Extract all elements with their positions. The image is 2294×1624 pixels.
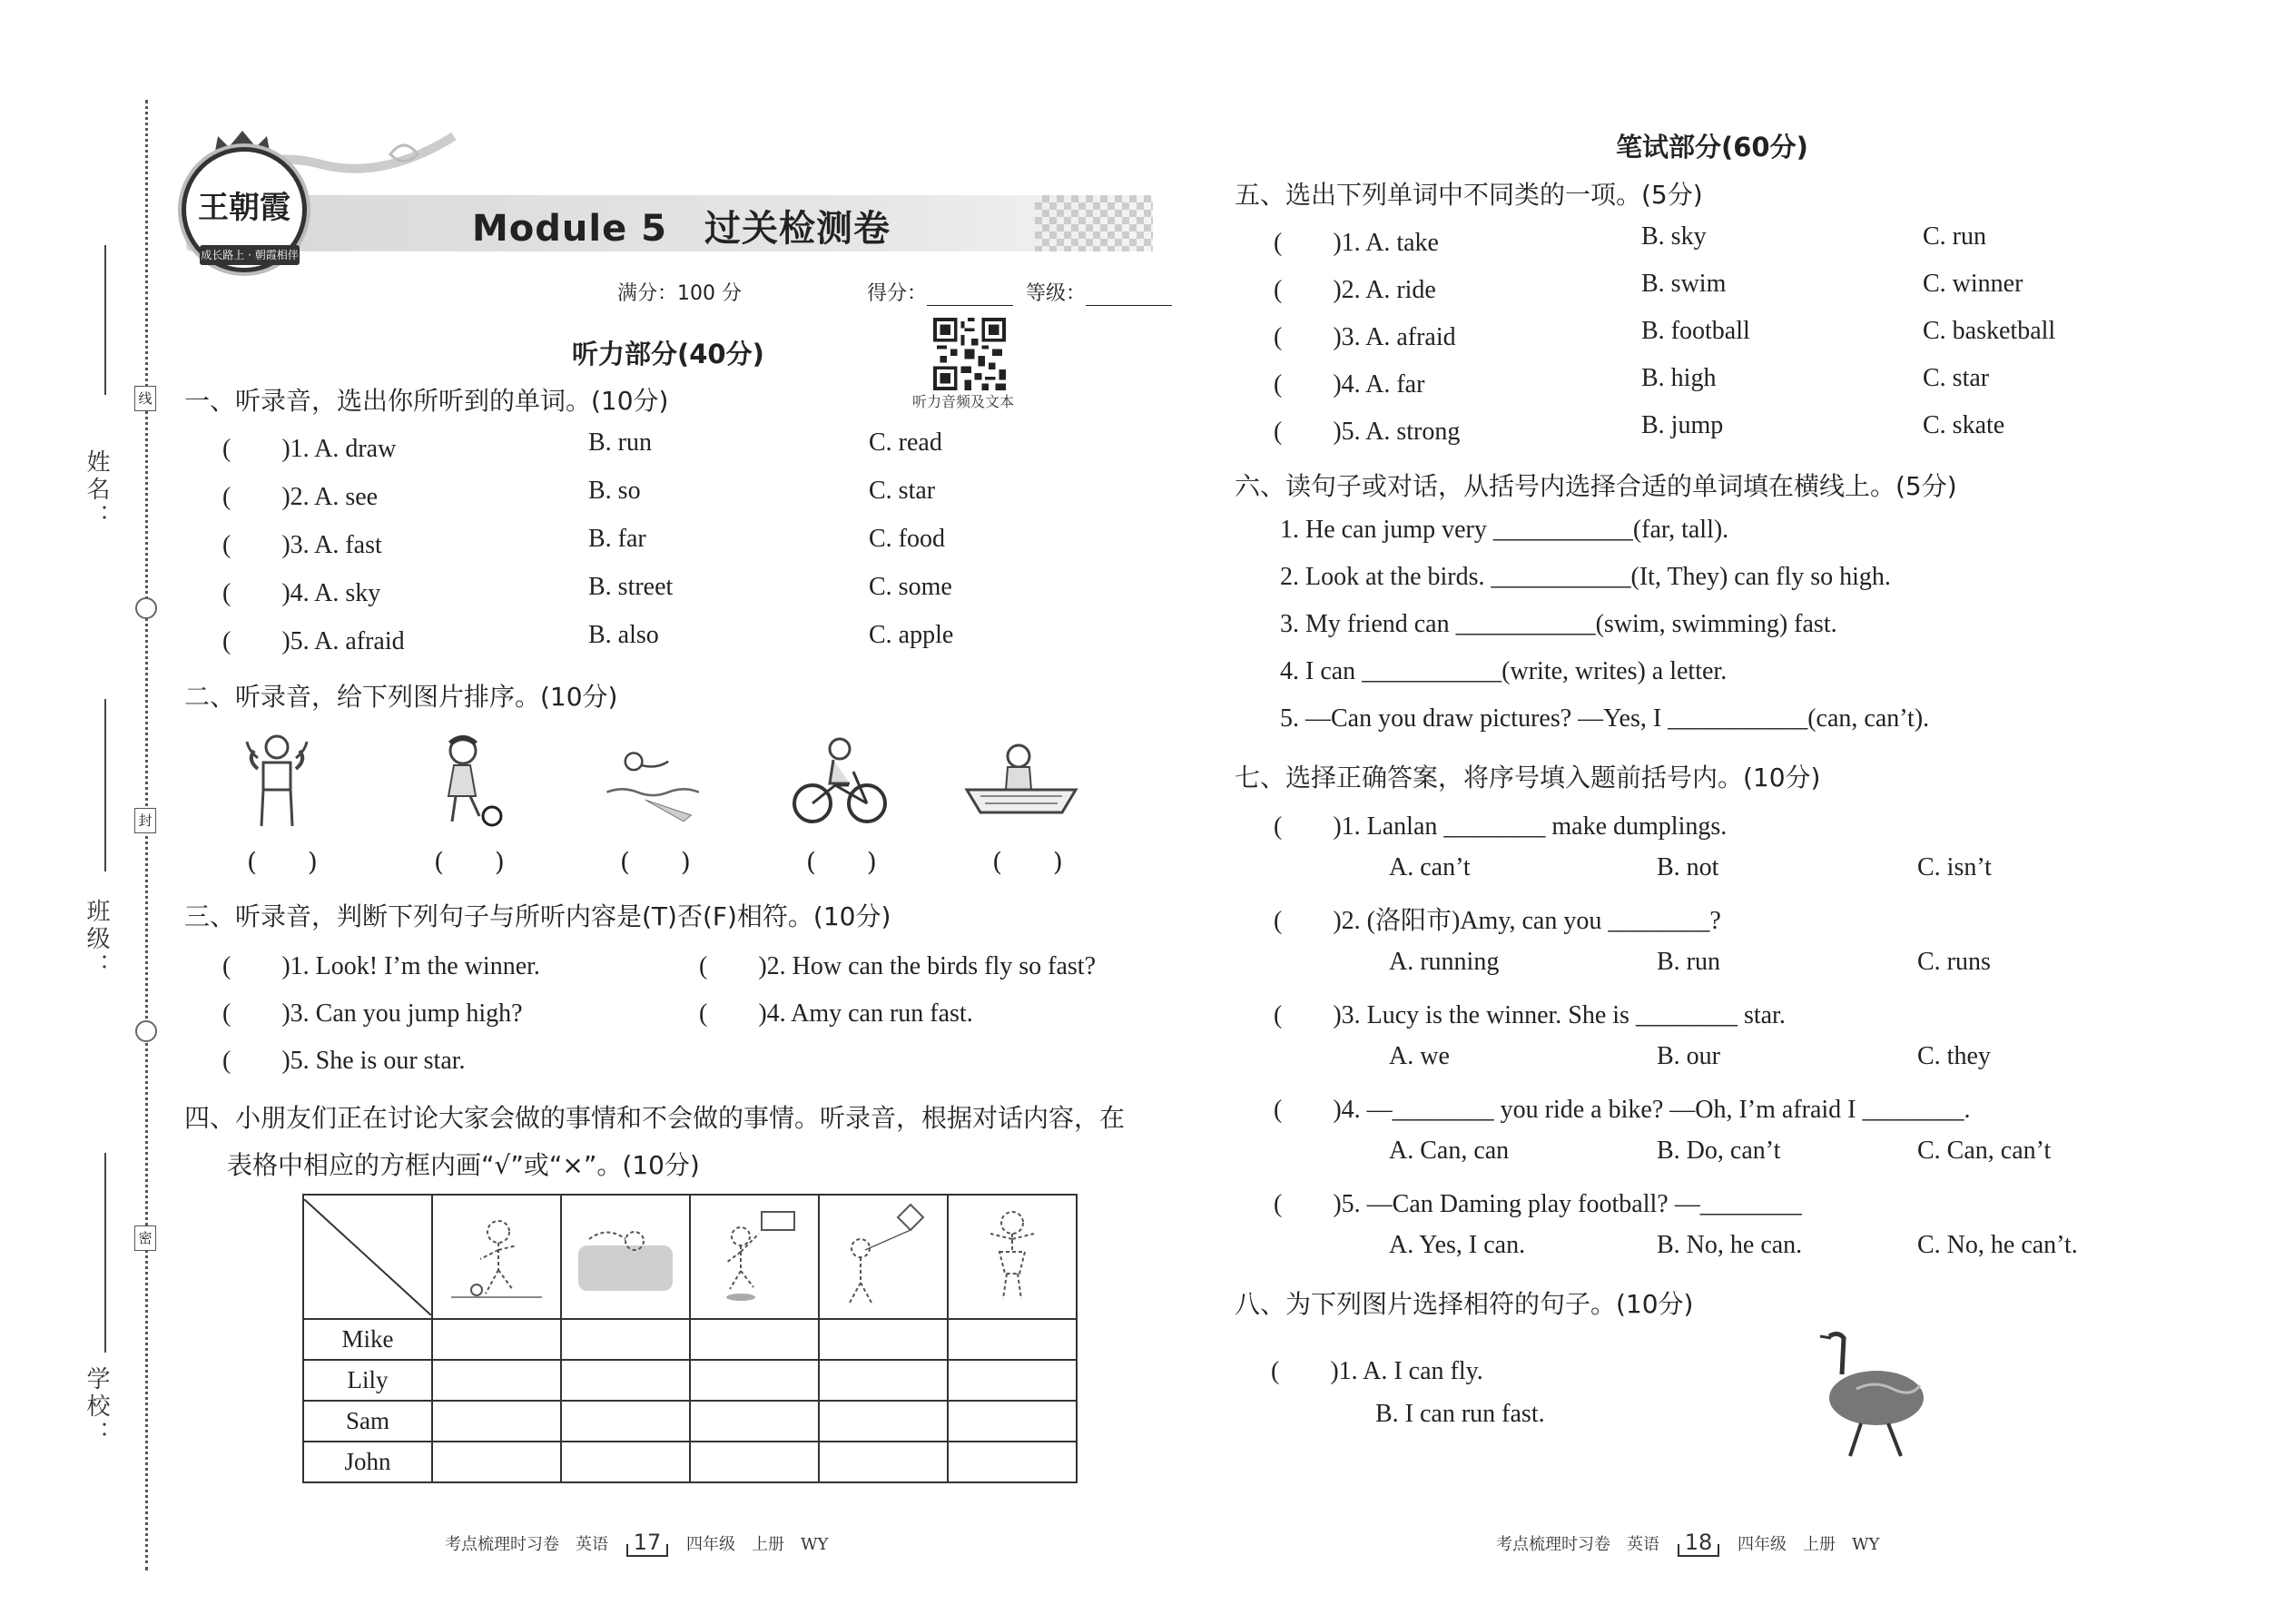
q1-option-c [869,621,953,650]
q5-option-c [1923,222,1986,251]
q2-blank-5[interactable]: ( ) [992,847,1063,877]
option-c: C. apple [869,621,954,649]
q7-option-a [1389,1137,1509,1166]
sentence: 4. I can ___________(write, writes) a letter. [1280,657,1728,685]
activity-kite-icon [819,1195,948,1319]
q5-item-5[interactable]: ( )5. A. strong [1274,418,1461,446]
option-b: B. run [1657,948,1720,976]
table-cell[interactable] [948,1319,1077,1360]
option-c: C. winner [1923,270,2023,298]
table-cell[interactable] [432,1442,561,1482]
grade-label: 等级： [1026,282,1087,305]
q1-item-1[interactable]: ( )1. A. draw [222,435,397,463]
activity-swim-icon [561,1195,690,1319]
option-c: C. skate [1923,411,2005,439]
q5-option-b [1641,317,1750,346]
question: )1. Lanlan ________ make dumplings. [1333,812,1728,841]
option-b: B. not [1657,853,1719,881]
activity-basketball-icon [690,1195,819,1319]
q1-option-b [588,525,646,554]
binding-box-mi: 密 [134,1225,156,1251]
q1-option-b [588,573,673,602]
q1-option-b [588,428,652,458]
q6-item-5[interactable] [1280,704,1929,733]
boy-flexing-picture [227,731,327,831]
q6-item-3[interactable] [1280,610,1837,639]
class-label: 班级： [83,899,110,980]
option-a: A. running [1389,948,1500,976]
option-b: B. run [588,428,652,457]
q1-item-5[interactable]: ( )5. A. afraid [222,627,405,655]
q5-option-c [1923,364,1989,393]
q2-blank-2[interactable]: ( ) [434,847,505,877]
sentence: 1. He can jump very ___________(far, tall). [1280,516,1729,544]
q5-item-2[interactable]: ( )2. A. ride [1274,276,1436,304]
school-label: 学校： [83,1366,110,1448]
name-sam: Sam [303,1401,432,1442]
option-a: A. Can, can [1389,1137,1510,1165]
q4-table [302,1194,1078,1483]
table-cell[interactable] [561,1442,690,1482]
option-b: B. sky [1641,222,1707,251]
q8-option-b: B. I can run fast. [1375,1400,1545,1428]
q5-title: 五、选出下列单词中不同类的一项。(5分) [1235,180,1703,210]
page-number: 17 [628,1530,667,1557]
banner-checker-pattern [1035,195,1153,251]
brand-name: 王朝霞 [198,190,290,226]
option-a: )3. A. afraid [1333,323,1456,351]
q3-item-1[interactable]: ( )1. Look! I’m the winner. [222,952,540,980]
q7-option-a [1389,1231,1525,1260]
table-cell[interactable] [690,1360,819,1401]
q5-option-b [1641,411,1723,440]
q1-item-3[interactable]: ( )3. A. fast [222,531,382,559]
option-c: C. some [869,573,952,601]
q4-title-line1: 四、小朋友们正在讨论大家会做的事情和不会做的事情。听录音，根据对话内容，在 [184,1103,1126,1133]
option-a: A. can’t [1389,853,1471,881]
option-b: B. football [1641,317,1750,345]
q2-blank-4[interactable]: ( ) [806,847,877,877]
q7-option-b [1657,948,1720,977]
table-cell[interactable] [561,1401,690,1442]
option-c: C. run [1923,222,1986,251]
table-cell[interactable] [819,1401,948,1442]
binding-box-feng: 封 [134,808,156,833]
table-cell[interactable] [690,1319,819,1360]
binding-hole-icon [135,1020,157,1042]
school-underline [104,1153,106,1353]
q6-title: 六、读句子或对话，从括号内选择合适的单词填在横线上。(5分) [1235,471,1957,501]
q3-item-3[interactable]: ( )3. Can you jump high? [222,999,523,1028]
option-b: B. so [588,477,641,505]
q1-option-c [869,477,935,506]
name-underline [104,245,106,395]
written-heading: 笔试部分(60分) [1616,132,1808,162]
q6-item-4[interactable] [1280,657,1727,686]
page-number: 18 [1679,1530,1718,1557]
score-field[interactable] [867,278,1013,306]
table-cell[interactable] [819,1360,948,1401]
q8-item-1[interactable]: ( )1. A. I can fly. [1271,1357,1483,1385]
table-cell[interactable] [948,1401,1077,1442]
q5-option-b [1641,222,1707,251]
option-b: B. swim [1641,270,1727,298]
option-c: C. basketball [1923,317,2056,345]
option-b: B. Do, can’t [1657,1137,1781,1165]
girl-football-picture [418,731,517,831]
q7-option-b [1657,1042,1720,1071]
q3-item-4[interactable]: ( )4. Amy can run fast. [699,999,973,1028]
q7-option-b [1657,1137,1780,1166]
activity-dance-icon [948,1195,1077,1319]
q7-option-a [1389,853,1471,882]
table-cell[interactable] [690,1401,819,1442]
full-score: 满分：100 分 [617,282,742,305]
option-a: )5. A. strong [1333,418,1461,446]
option-b: B. jump [1641,411,1724,439]
q2-blank-1[interactable]: ( ) [247,847,318,877]
table-cell[interactable] [690,1442,819,1482]
class-underline [104,699,106,871]
option-a: )2. A. ride [1333,276,1436,304]
q7-title: 七、选择正确答案，将序号填入题前括号内。(10分) [1235,763,1821,792]
q8-title: 八、为下列图片选择相符的句子。(10分) [1235,1289,1694,1319]
option-a: )3. A. fast [281,531,382,559]
name-label: 姓名： [83,449,110,531]
q7-option-c [1917,1137,2051,1166]
grade-field[interactable] [1026,278,1172,306]
left-footer: 考点梳理时习卷 英语 17 四年级 上册 WY [445,1530,829,1555]
q6-item-1[interactable] [1280,516,1728,545]
listening-heading: 听力部分(40分) [572,339,764,369]
q5-option-c [1923,270,2023,299]
table-cell[interactable] [819,1319,948,1360]
table-diagonal-header [303,1195,432,1319]
option-b: B. street [588,573,674,601]
option-c: C. runs [1917,948,1991,976]
sentence: 5. —Can you draw pictures? —Yes, I ___________(can, can’t). [1280,704,1930,733]
sentence: 3. My friend can ___________(swim, swimming) fast. [1280,610,1837,638]
q4-title-line2: 表格中相应的方框内画“√”或“×”。(10分) [227,1150,700,1180]
name-john: John [303,1442,432,1482]
q5-option-c [1923,317,2055,346]
qr-caption: 听力音频及文本 [912,393,1015,410]
table-cell[interactable] [948,1442,1077,1482]
q2-blank-3[interactable]: ( ) [620,847,691,877]
q7-item-4[interactable]: ( )4. —________ you ride a bike? —Oh, I’m afraid I ________. [1274,1096,1971,1124]
brand-ribbon: 成长路上 · 朝霞相伴 [200,245,300,265]
q5-item-4[interactable]: ( )4. A. far [1274,370,1425,399]
q2-title: 二、听录音，给下列图片排序。(10分) [184,682,618,712]
option-a: )1. A. take [1333,229,1439,257]
option-a: A. we [1389,1042,1450,1070]
score-blank[interactable] [927,283,1013,306]
table-cell[interactable] [948,1360,1077,1401]
q3-item-2[interactable]: ( )2. How can the birds fly so fast? [699,952,1097,980]
q7-item-3[interactable]: ( )3. Lucy is the winner. She is ________ star. [1274,1001,1786,1029]
option-b: B. far [588,525,646,553]
q1-item-2[interactable]: ( )2. A. see [222,483,379,511]
q5-option-c [1923,411,2004,440]
q7-option-b [1657,1231,1802,1260]
question: )5. —Can Daming play football? —________ [1333,1190,1802,1218]
q7-option-c [1917,1042,1991,1071]
option-a: )4. A. sky [281,579,381,607]
q7-option-c [1917,853,1992,882]
option-c: C. No, he can’t. [1917,1231,2078,1259]
q7-item-2[interactable]: ( )2. (洛阳市)Amy, can you ________? [1274,907,1721,935]
q6-item-2[interactable] [1280,563,1891,592]
q1-option-b [588,621,659,650]
table-cell[interactable] [561,1360,690,1401]
name-mike: Mike [303,1319,432,1360]
option-b: B. our [1657,1042,1720,1070]
table-cell[interactable] [432,1360,561,1401]
qr-code-icon[interactable] [933,318,1006,390]
binding-hole-icon [135,597,157,619]
q7-option-b [1657,853,1718,882]
q1-title: 一、听录音，选出你所听到的单词。(10分) [184,386,669,416]
option-c: C. they [1917,1042,1991,1070]
q5-option-b [1641,270,1726,299]
q7-item-1[interactable]: ( )1. Lanlan ________ make dumplings. [1274,812,1728,841]
q1-option-c [869,428,942,458]
activity-football-icon [432,1195,561,1319]
option-a: A. Yes, I can. [1389,1231,1526,1259]
q7-option-c [1917,1231,2078,1260]
question: )3. Lucy is the winner. She is ________ star. [1333,1001,1786,1029]
binding-box-xian: 线 [134,386,156,411]
option-c: C. star [1923,364,1990,392]
table-cell[interactable] [432,1401,561,1442]
sentence: 2. Look at the birds. ___________(It, They) can fly so high. [1280,563,1891,591]
q5-option-b [1641,364,1716,393]
name-lily: Lily [303,1360,432,1401]
option-a: )1. A. draw [281,435,397,463]
option-a: )2. A. see [281,483,379,511]
option-a: )4. A. far [1333,370,1425,399]
table-cell[interactable] [819,1442,948,1482]
girl-swimming-picture [599,731,699,831]
q1-option-b [588,477,641,506]
q7-option-c [1917,948,1991,977]
q5-item-3[interactable]: ( )3. A. afraid [1274,323,1456,351]
q7-option-a [1389,948,1499,977]
option-b: B. high [1641,364,1717,392]
option-c: C. food [869,525,945,553]
option-c: C. Can, can’t [1917,1137,2052,1165]
q1-item-4[interactable]: ( )4. A. sky [222,579,381,607]
score-label: 得分： [867,282,928,305]
question: )2. (洛阳市)Amy, can you ________? [1333,907,1721,935]
q3-title: 三、听录音，判断下列句子与所听内容是(T)否(F)相符。(10分) [184,901,891,931]
q3-item-5[interactable]: ( )5. She is our star. [222,1047,466,1075]
table-cell[interactable] [561,1319,690,1360]
q7-item-5[interactable]: ( )5. —Can Daming play football? —________ [1274,1190,1802,1218]
girl-rowing-boat-picture [962,731,1080,831]
q5-item-1[interactable]: ( )1. A. take [1274,229,1439,257]
grade-blank[interactable] [1086,283,1172,306]
option-c: C. isn’t [1917,853,1992,881]
q1-option-c [869,573,952,602]
table-cell[interactable] [432,1319,561,1360]
question: )4. —________ you ride a bike? —Oh, I’m afraid I ________. [1333,1096,1971,1124]
option-a: )5. A. afraid [281,627,405,655]
q1-option-c [869,525,945,554]
binding-dotted-line [145,100,148,1570]
girl-riding-bike-picture [790,731,890,831]
ostrich-picture [1811,1325,1947,1462]
page-title: Module 5 过关检测卷 [472,208,891,250]
option-c: C. star [869,477,936,505]
q7-option-a [1389,1042,1450,1071]
option-b: B. also [588,621,659,649]
option-c: C. read [869,428,942,457]
right-footer: 考点梳理时习卷 英语 18 四年级 上册 WY [1496,1530,1880,1555]
option-b: B. No, he can. [1657,1231,1803,1259]
